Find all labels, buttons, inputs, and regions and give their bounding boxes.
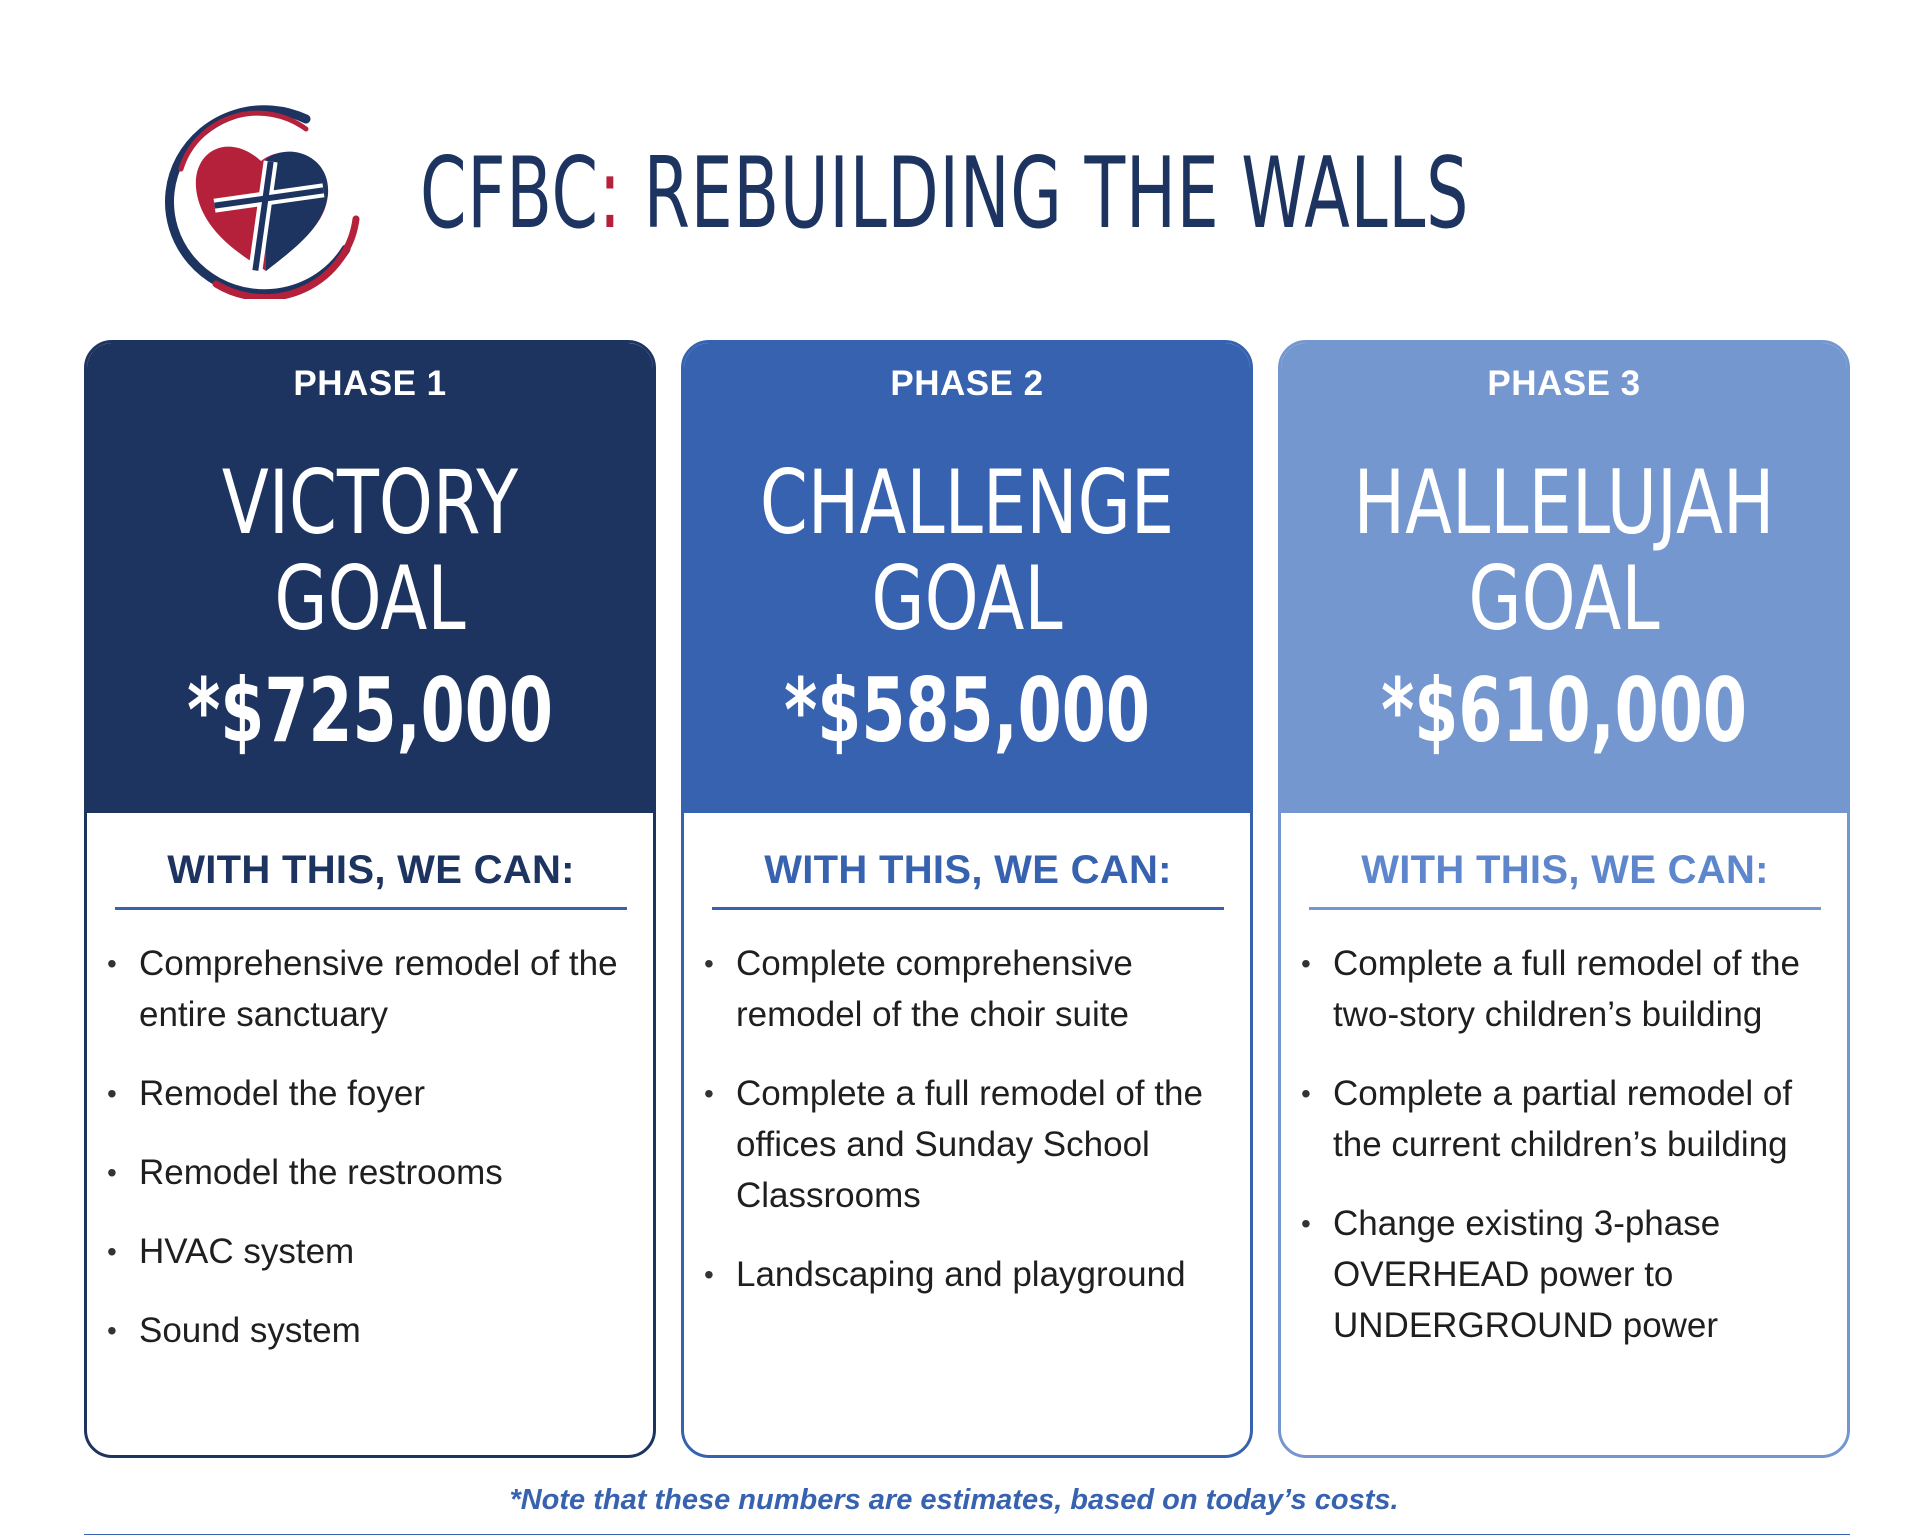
goal-name-line2: GOAL	[274, 547, 466, 650]
bullet-icon: •	[704, 1078, 714, 1109]
goal-items-list	[107, 938, 637, 1384]
bullet-icon: •	[107, 1157, 117, 1188]
phase-card-3	[1278, 340, 1850, 1458]
bullet-icon: •	[1301, 948, 1311, 979]
title-main: CFBC	[420, 137, 599, 251]
goal-name	[1343, 451, 1784, 650]
list-item-text: Complete a full remodel of the offices and Sunday School Classrooms	[736, 1074, 1203, 1215]
list-item	[107, 1068, 637, 1119]
list-item	[107, 1305, 637, 1356]
goal-name-line1: HALLELUJAH	[1353, 451, 1775, 554]
list-item-text: Landscaping and playground	[736, 1255, 1186, 1294]
list-item-text: Remodel the foyer	[139, 1074, 425, 1113]
bullet-icon: •	[704, 1259, 714, 1290]
list-item-text: Remodel the restrooms	[139, 1153, 503, 1192]
phase-card-header	[684, 343, 1250, 813]
phase-cards	[84, 340, 1850, 1458]
list-item-text: Complete comprehensive remodel of the choir suite	[736, 944, 1133, 1034]
title-colon: :	[598, 137, 622, 251]
goal-name-line1: VICTORY	[221, 451, 519, 554]
list-item	[107, 1226, 637, 1277]
cfbc-logo-icon	[156, 99, 366, 299]
phase-label: PHASE 3	[1487, 364, 1641, 403]
phase-card-header	[87, 343, 653, 813]
list-item	[1301, 1068, 1831, 1170]
list-item-text: Comprehensive remodel of the entire sanctuary	[139, 944, 618, 1034]
phase-card-1	[84, 340, 656, 1458]
bullet-icon: •	[107, 1078, 117, 1109]
list-item	[704, 1068, 1234, 1221]
list-item	[107, 1147, 637, 1198]
bullet-icon: •	[107, 948, 117, 979]
list-item	[107, 938, 637, 1040]
goal-amount: *$725,000	[187, 659, 553, 762]
phase-label: PHASE 2	[890, 364, 1044, 403]
bullet-icon: •	[107, 1236, 117, 1267]
goal-amount: *$610,000	[1381, 659, 1747, 762]
list-item-text: Change existing 3-phase OVERHEAD power to UNDERGROUND power	[1333, 1204, 1721, 1345]
bullet-icon: •	[704, 948, 714, 979]
bullet-icon: •	[107, 1315, 117, 1346]
with-this-heading: WITH THIS, WE CAN:	[1309, 848, 1821, 910]
goal-name-line2: GOAL	[871, 547, 1063, 650]
goal-name-line2: GOAL	[1468, 547, 1660, 650]
phase-card-2	[681, 340, 1253, 1458]
phase-card-header	[1281, 343, 1847, 813]
goal-items-list	[1301, 938, 1831, 1379]
list-item	[704, 1249, 1234, 1300]
list-item-text: Sound system	[139, 1311, 361, 1350]
bullet-icon: •	[1301, 1078, 1311, 1109]
goal-name	[746, 451, 1187, 650]
bullet-icon: •	[1301, 1208, 1311, 1239]
goal-name	[149, 451, 590, 650]
title-rest: REBUILDING THE WALLS	[621, 137, 1470, 251]
list-item	[1301, 1198, 1831, 1351]
with-this-heading: WITH THIS, WE CAN:	[115, 848, 627, 910]
goal-items-list	[704, 938, 1234, 1328]
list-item-text: Complete a partial remodel of the current children’s building	[1333, 1074, 1793, 1164]
page-title	[420, 137, 1470, 251]
footnote: *Note that these numbers are estimates, based on today’s costs.	[509, 1484, 1399, 1516]
list-item	[704, 938, 1234, 1040]
header	[150, 95, 1750, 325]
list-item	[1301, 938, 1831, 1040]
list-item-text: Complete a full remodel of the two-story children’s building	[1333, 944, 1800, 1034]
phase-label: PHASE 1	[293, 364, 447, 403]
goal-name-line1: CHALLENGE	[759, 451, 1175, 554]
goal-amount: *$585,000	[784, 659, 1150, 762]
with-this-heading: WITH THIS, WE CAN:	[712, 848, 1224, 910]
list-item-text: HVAC system	[139, 1232, 355, 1271]
